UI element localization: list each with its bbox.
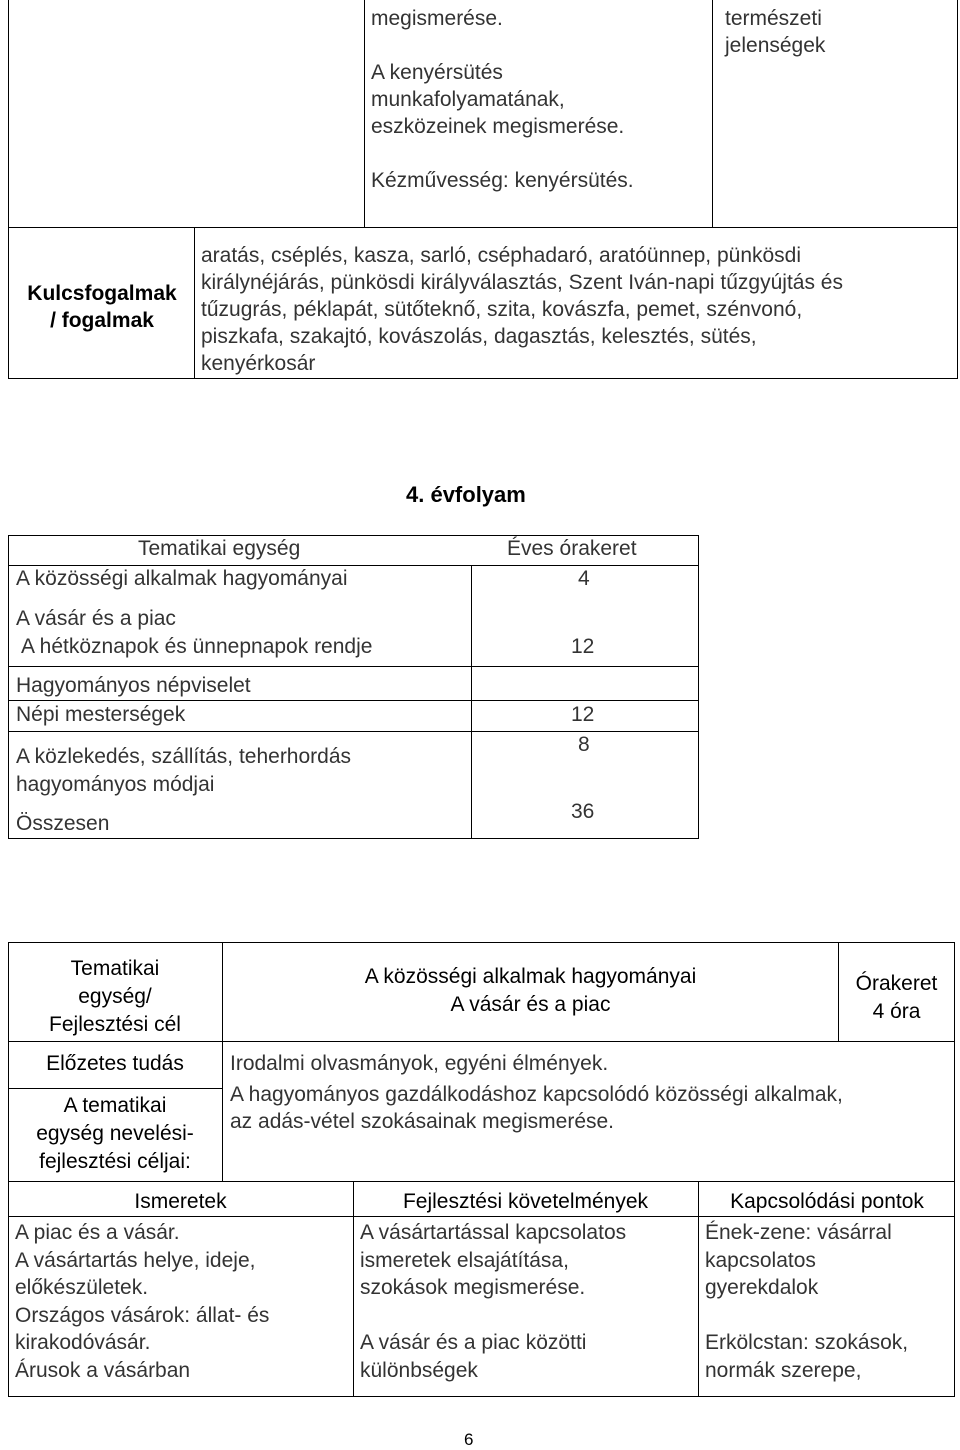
content-line bbox=[371, 140, 706, 167]
prior-knowledge-label: Előzetes tudás bbox=[46, 1052, 184, 1075]
summary-row-rule bbox=[8, 731, 699, 732]
summary-hours: 12 bbox=[571, 703, 595, 726]
summary-hours: 4 bbox=[578, 567, 590, 590]
kulcsfogalmak-divider bbox=[194, 227, 195, 379]
unit-table-divider bbox=[838, 942, 839, 1041]
unit-head-title: A közösségi alkalmak hagyományai A vásár és a piac bbox=[364, 965, 697, 1016]
summary-table-col-divider bbox=[471, 565, 472, 839]
unit-table-rule bbox=[8, 1088, 223, 1089]
summary-row-rule bbox=[8, 666, 699, 667]
summary-hours: 12 bbox=[571, 635, 595, 658]
summary-hours: 8 bbox=[578, 733, 590, 756]
unit-head-label: Tematikai egység/ Fejlesztési cél bbox=[49, 957, 181, 1036]
content-line: munkafolyamatának, bbox=[371, 88, 565, 111]
unit-table-divider bbox=[353, 1181, 354, 1397]
unit-table-divider bbox=[222, 942, 223, 1181]
col-head-ismeretek: Ismeretek bbox=[134, 1190, 227, 1213]
summary-unit: Hagyományos népviselet bbox=[16, 674, 251, 697]
content-line: megismerése. bbox=[371, 7, 503, 30]
goals-label: A tematikai egység nevelési- fejlesztési céljai: bbox=[36, 1094, 194, 1173]
summary-hours: 36 bbox=[571, 800, 595, 823]
summary-unit: A hétköznapok és ünnepnapok rendje bbox=[21, 635, 373, 658]
content-line: Kézművesség: kenyérsütés. bbox=[371, 169, 634, 192]
content-line: jelenségek bbox=[725, 34, 826, 57]
content-middle-cell bbox=[371, 5, 706, 194]
goals-text: A hagyományos gazdálkodáshoz kapcsolódó közösségi alkalmak, az adás-vétel szokásainak megismerése. bbox=[230, 1083, 843, 1133]
col-fejlesztesi-text: A vásártartással kapcsolatos ismeretek elsajátítása, szokások megismerése. A vásár és a piac közötti különbségek bbox=[360, 1221, 627, 1382]
unit-table-rule bbox=[8, 1041, 955, 1042]
summary-row-rule bbox=[8, 700, 699, 701]
summary-unit: Népi mesterségek bbox=[16, 703, 186, 726]
content-line: A kenyérsütés bbox=[371, 61, 503, 84]
top-table-divider-1 bbox=[364, 0, 365, 228]
summary-unit: Összesen bbox=[16, 812, 110, 835]
content-right-cell bbox=[725, 5, 950, 59]
col-head-fejlesztesi: Fejlesztési követelmények bbox=[402, 1190, 649, 1213]
prior-knowledge-text: Irodalmi olvasmányok, egyéni élmények. bbox=[230, 1052, 609, 1075]
col-kapcsolodasi-text: Ének-zene: vásárral kapcsolatos gyerekdalok Erkölcstan: szokások, normák szerepe, bbox=[705, 1221, 909, 1382]
summary-row-rule bbox=[8, 565, 699, 566]
summary-unit: A vásár és a piac bbox=[16, 607, 176, 630]
top-table-divider-2 bbox=[712, 0, 713, 228]
summary-unit: A közlekedés, szállítás, teherhordás hagyományos módjai bbox=[16, 745, 352, 796]
content-line: eszközeinek megismerése. bbox=[371, 115, 625, 138]
content-line: természeti bbox=[725, 7, 822, 30]
grade-title: 4. évfolyam bbox=[406, 482, 526, 507]
unit-table-divider bbox=[698, 1181, 699, 1397]
page-number: 6 bbox=[464, 1430, 474, 1449]
unit-head-hours: Órakeret 4 óra bbox=[855, 972, 938, 1023]
summary-unit: A közösségi alkalmak hagyományai bbox=[16, 567, 348, 590]
kulcsfogalmak-text: aratás, cséplés, kasza, sarló, cséphadaró, aratóünnep, pünkösdi királynéjárás, pünkösdi királyválasztás, Szent Iván-napi tűzgyújtás és tűzugrás, péklapát, sütőteknő, szita, kovászfa, pemet, szénvonó, piszkafa, szakajtó, kovászolás, dagasztás, kelesztés, sütés, kenyérkosár bbox=[201, 244, 843, 375]
summary-header-hours: Éves órakeret bbox=[507, 537, 637, 560]
kulcsfogalmak-label: Kulcsfogalmak / fogalmak bbox=[27, 282, 177, 332]
summary-header-unit: Tematikai egység bbox=[138, 537, 301, 560]
content-line bbox=[371, 32, 706, 59]
col-head-kapcsolodasi: Kapcsolódási pontok bbox=[730, 1190, 924, 1213]
unit-table-rule bbox=[8, 1216, 955, 1217]
unit-table-rule bbox=[8, 1181, 955, 1182]
col-ismeretek-text: A piac és a vásár. A vásártartás helye, ideje, előkészületek. Országos vásárok: állat- és kirakodóvásár. Árusok a vásárban bbox=[15, 1221, 270, 1382]
